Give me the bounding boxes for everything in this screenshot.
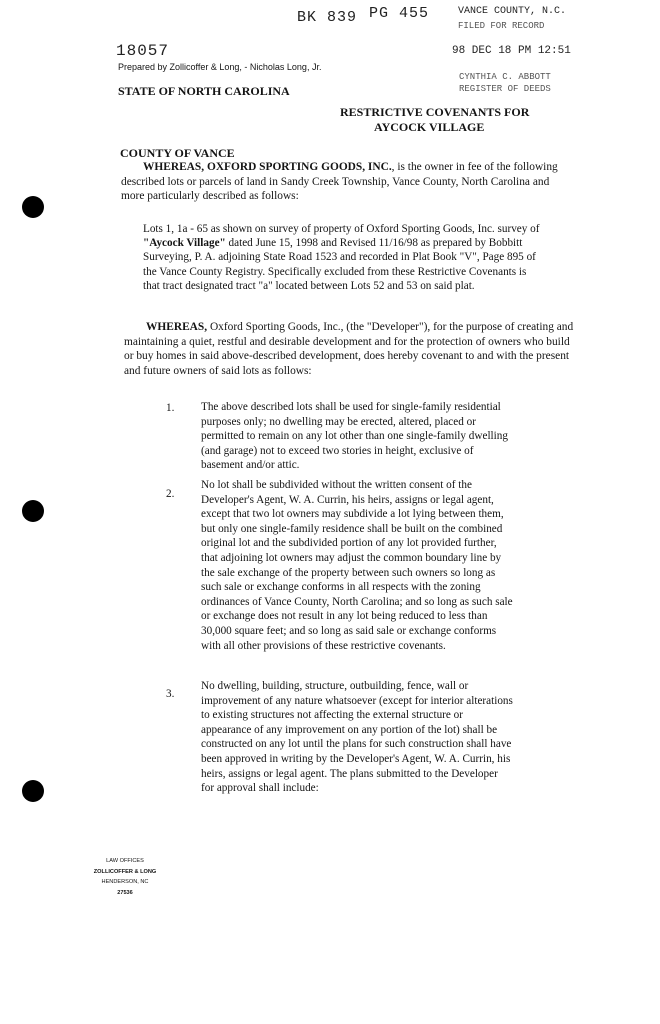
hole-punch-top <box>22 196 44 218</box>
stamp-filed: FILED FOR RECORD <box>458 21 545 31</box>
item-1-text: The above described lots shall be used for single-family residential purposes only; no dwelling may be erected, altered, placed or permitted to remain on any lot other than one single-family dwelling (and garage) not to exceed two stories in height, exclusive of basement and/or attic. <box>201 401 508 472</box>
lots-description <box>143 222 543 293</box>
document-number: 18057 <box>116 42 170 60</box>
law-office-block <box>70 856 180 898</box>
whereas-lead-2: WHEREAS, <box>146 321 208 333</box>
whereas-developer-paragraph <box>124 320 576 378</box>
county-heading: COUNTY OF VANCE <box>120 146 235 160</box>
lots-text-1: Lots 1, 1a - 65 as shown on survey of property of Oxford Sporting Goods, Inc. survey of <box>143 223 540 235</box>
whereas-owner-text: , is the owner in fee of the following described lots or parcels of land in Sandy Creek Township, Vance County, North Carolina and more particularly described as follows: <box>121 161 558 203</box>
stamp-register-name: CYNTHIA C. ABBOTT <box>459 72 551 82</box>
whereas-developer-text: Oxford Sporting Goods, Inc., (the "Developer"), for the purpose of creating and maintaining a quiet, restful and desirable development and for the protection of owners who build or buy homes in said above-described development, does hereby covenant to and with the present and future owners of said lots as follows: <box>124 321 574 377</box>
item-2-text: No lot shall be subdivided without the written consent of the Developer's Agent, W. A. Currin, his heirs, assigns or legal agent, except that two lot owners may subdivide a lot lying between them, but only one single-family residence shall be built on the combined original lot and the subdivided portion of any lot provided further, that adjoining lot owners may adjust the common boundary line by the sale exchange of the property between such owners so long as such sale or exchange conforms in all respects with the zoning ordinances of Vance County, North Carolina; and so long as such sale or exchange does not result in any lot being reduced to less than 30,000 square feet; and so long as said sale or exchange conforms with all other provisions of these restrictive covenants. <box>201 479 513 652</box>
book-number: BK 839 <box>297 9 358 26</box>
lots-text-2: dated June 15, 1998 and Revised 11/16/98 as prepared by Bobbitt Surveying, P. A. adjoining State Road 1523 and recorded in Plat Book "V", Page 895 of the Vance County Registry. Specifically excluded from these Restrictive Covenants is that tract designated tract "a" located between Lots 52 and 53 on said plat. <box>143 237 536 292</box>
whereas-owner-paragraph <box>121 160 571 204</box>
item-3-text: No dwelling, building, structure, outbuilding, fence, wall or improvement of any nature whatsoever (except for interior alterations to existing structures not affecting the external structure or appearance of any improvement on any portion of the lot) shall be constructed on any lot until the plans for such construction shall have been approved in writing by the Developer's Agent, W. A. Currin, his heirs, assigns or legal agent. The plans submitted to the Developer for approval shall include: <box>201 680 513 795</box>
document-title-line2: AYCOCK VILLAGE <box>374 120 485 134</box>
item-1-number: 1. <box>166 402 175 414</box>
state-heading: STATE OF NORTH CAROLINA <box>118 84 290 98</box>
law-office-city: HENDERSON, NC <box>101 879 149 885</box>
hole-punch-middle <box>22 500 44 522</box>
owner-name: OXFORD SPORTING GOODS, INC. <box>206 161 392 173</box>
law-office-label: LAW OFFICES <box>106 858 144 864</box>
subdivision-name: "Aycock Village" <box>143 237 226 250</box>
page-number: PG 455 <box>369 5 430 22</box>
stamp-register-title: REGISTER OF DEEDS <box>459 84 551 94</box>
hole-punch-bottom <box>22 780 44 802</box>
prepared-by: Prepared by Zollicoffer & Long, - Nicholas Long, Jr. <box>118 62 322 72</box>
stamp-county: VANCE COUNTY, N.C. <box>458 6 567 17</box>
law-office-name: ZOLLICOFFER & LONG <box>93 868 157 875</box>
item-3-number: 3. <box>166 688 175 700</box>
item-2-number: 2. <box>166 488 175 500</box>
stamp-datetime: 98 DEC 18 PM 12:51 <box>452 45 571 57</box>
document-title-line1: RESTRICTIVE COVENANTS FOR <box>340 105 530 119</box>
law-office-zip: 27536 <box>117 889 133 896</box>
whereas-lead: WHEREAS, <box>143 161 205 173</box>
